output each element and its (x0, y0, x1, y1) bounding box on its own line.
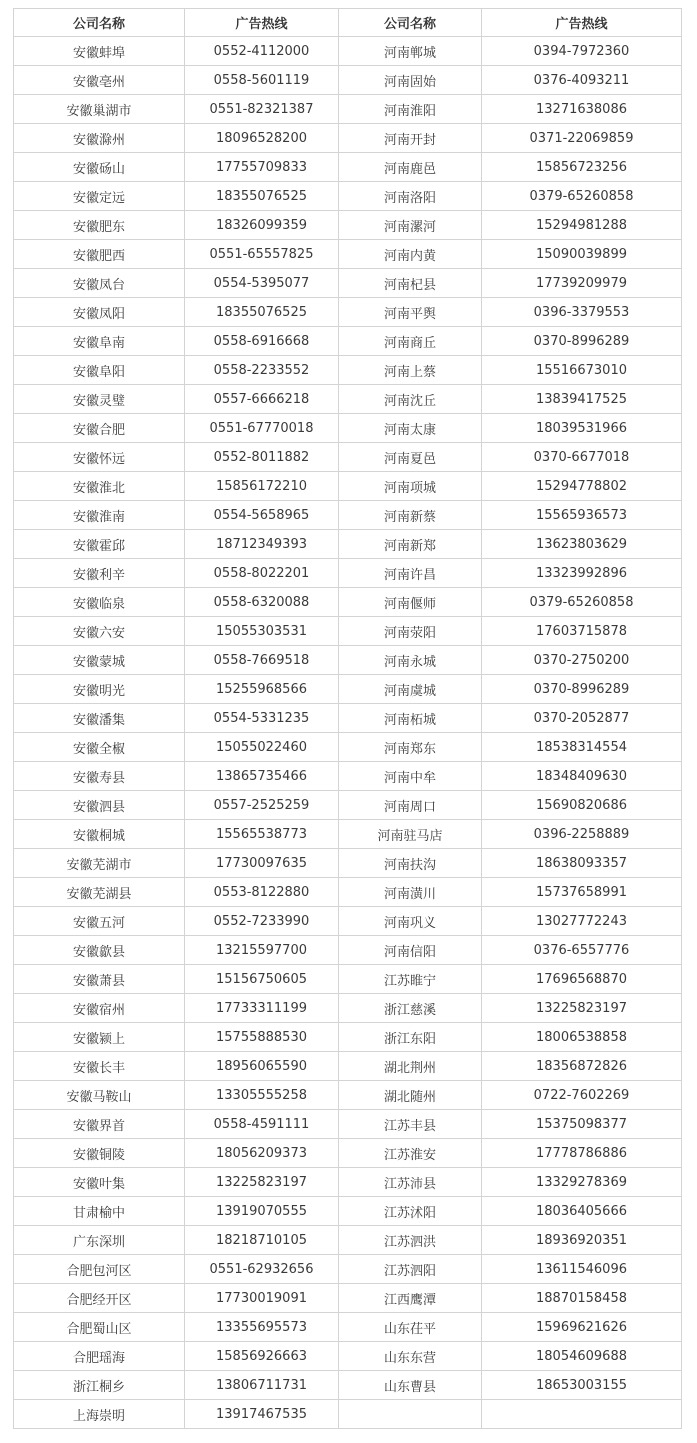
hotline-cell: 18039531966 (482, 414, 682, 443)
hotline-cell: 18054609688 (482, 1342, 682, 1371)
table-row (14, 530, 682, 559)
company-name-cell: 合肥经开区 (14, 1284, 185, 1313)
hotline-cell: 13623803629 (482, 530, 682, 559)
company-name-cell: 河南淮阳 (339, 95, 482, 124)
hotline-cell: 0376-6557776 (482, 936, 682, 965)
table-row (14, 211, 682, 240)
hotline-cell: 0558-8022201 (185, 559, 339, 588)
hotline-cell: 0552-4112000 (185, 37, 339, 66)
table-row (14, 443, 682, 472)
company-name-cell: 上海崇明 (14, 1400, 185, 1429)
table-row (14, 182, 682, 211)
company-name-cell: 山东曹县 (339, 1371, 482, 1400)
hotline-cell: 0552-8011882 (185, 443, 339, 472)
company-name-cell: 安徽霍邱 (14, 530, 185, 559)
company-name-cell: 安徽凤阳 (14, 298, 185, 327)
company-name-cell: 河南巩义 (339, 907, 482, 936)
hotline-cell: 15294778802 (482, 472, 682, 501)
company-name-cell: 河南杞县 (339, 269, 482, 298)
table-row (14, 617, 682, 646)
hotline-cell: 15375098377 (482, 1110, 682, 1139)
table-row (14, 240, 682, 269)
company-name-cell: 河南平舆 (339, 298, 482, 327)
hotline-cell: 0558-6320088 (185, 588, 339, 617)
hotline-cell: 17730097635 (185, 849, 339, 878)
hotline-cell: 0396-2258889 (482, 820, 682, 849)
company-name-cell: 安徽芜湖市 (14, 849, 185, 878)
table-row (14, 907, 682, 936)
table-row (14, 1255, 682, 1284)
company-name-cell: 安徽利辛 (14, 559, 185, 588)
table-row (14, 1168, 682, 1197)
company-name-cell: 河南漯河 (339, 211, 482, 240)
company-name-cell: 河南新郑 (339, 530, 482, 559)
hotline-cell: 13839417525 (482, 385, 682, 414)
company-name-cell: 甘肃榆中 (14, 1197, 185, 1226)
table-row (14, 1226, 682, 1255)
hotline-cell: 0394-7972360 (482, 37, 682, 66)
company-name-cell: 河南太康 (339, 414, 482, 443)
company-name-cell: 河南信阳 (339, 936, 482, 965)
company-name-cell: 河南驻马店 (339, 820, 482, 849)
company-name-cell: 安徽宿州 (14, 994, 185, 1023)
header-ad-hotline: 广告热线 (185, 9, 339, 37)
hotline-cell: 15690820686 (482, 791, 682, 820)
header-ad-hotline: 广告热线 (482, 9, 682, 37)
table-row (14, 269, 682, 298)
company-name-cell: 山东茌平 (339, 1313, 482, 1342)
company-name-cell: 安徽阜阳 (14, 356, 185, 385)
company-name-cell: 浙江桐乡 (14, 1371, 185, 1400)
company-name-cell: 河南中牟 (339, 762, 482, 791)
hotline-cell: 15294981288 (482, 211, 682, 240)
table-row (14, 1081, 682, 1110)
hotline-cell: 0558-6916668 (185, 327, 339, 356)
company-name-cell: 河南郑东 (339, 733, 482, 762)
company-name-cell: 安徽铜陵 (14, 1139, 185, 1168)
company-name-cell: 江西鹰潭 (339, 1284, 482, 1313)
hotline-cell: 15737658991 (482, 878, 682, 907)
hotline-cell: 15969621626 (482, 1313, 682, 1342)
header-row (14, 9, 682, 37)
hotline-cell: 13323992896 (482, 559, 682, 588)
table-row (14, 1284, 682, 1313)
hotline-cell: 0558-5601119 (185, 66, 339, 95)
table-body (14, 37, 682, 1429)
company-name-cell: 安徽淮南 (14, 501, 185, 530)
company-name-cell: 安徽凤台 (14, 269, 185, 298)
company-name-cell: 安徽巢湖市 (14, 95, 185, 124)
hotline-cell: 0552-7233990 (185, 907, 339, 936)
company-name-cell: 浙江慈溪 (339, 994, 482, 1023)
hotline-cell: 18006538858 (482, 1023, 682, 1052)
company-name-cell: 江苏泗洪 (339, 1226, 482, 1255)
hotline-cell: 13329278369 (482, 1168, 682, 1197)
hotline-cell: 0722-7602269 (482, 1081, 682, 1110)
company-name-cell: 安徽砀山 (14, 153, 185, 182)
hotline-cell: 17696568870 (482, 965, 682, 994)
company-name-cell: 安徽临泉 (14, 588, 185, 617)
company-name-cell: 安徽芜湖县 (14, 878, 185, 907)
hotline-cell: 17755709833 (185, 153, 339, 182)
hotline-cell: 0370-6677018 (482, 443, 682, 472)
hotline-cell: 0553-8122880 (185, 878, 339, 907)
hotline-cell: 18218710105 (185, 1226, 339, 1255)
company-name-cell: 安徽界首 (14, 1110, 185, 1139)
hotline-cell: 18538314554 (482, 733, 682, 762)
table-row (14, 1110, 682, 1139)
table-row (14, 965, 682, 994)
hotline-cell: 17603715878 (482, 617, 682, 646)
table-row (14, 820, 682, 849)
company-name-cell: 江苏泗阳 (339, 1255, 482, 1284)
table-row (14, 878, 682, 907)
hotline-cell: 17733311199 (185, 994, 339, 1023)
table-row (14, 1023, 682, 1052)
hotline-cell: 0554-5331235 (185, 704, 339, 733)
company-name-cell: 合肥包河区 (14, 1255, 185, 1284)
company-name-cell: 河南周口 (339, 791, 482, 820)
hotline-cell: 0376-4093211 (482, 66, 682, 95)
company-name-cell: 河南柘城 (339, 704, 482, 733)
hotline-cell: 18348409630 (482, 762, 682, 791)
company-name-cell: 安徽肥东 (14, 211, 185, 240)
table-row (14, 124, 682, 153)
company-name-cell: 河南项城 (339, 472, 482, 501)
company-name-cell: 合肥瑶海 (14, 1342, 185, 1371)
hotline-cell: 15156750605 (185, 965, 339, 994)
hotline-cell: 13355695573 (185, 1313, 339, 1342)
company-name-cell: 河南内黄 (339, 240, 482, 269)
company-name-cell: 安徽全椒 (14, 733, 185, 762)
hotline-cell: 18096528200 (185, 124, 339, 153)
company-name-cell: 安徽马鞍山 (14, 1081, 185, 1110)
table-row (14, 95, 682, 124)
table-row (14, 1052, 682, 1081)
hotline-cell: 15856172210 (185, 472, 339, 501)
company-name-cell: 河南扶沟 (339, 849, 482, 878)
company-name-cell: 河南开封 (339, 124, 482, 153)
table-row (14, 762, 682, 791)
hotline-cell: 0557-6666218 (185, 385, 339, 414)
company-name-cell: 安徽怀远 (14, 443, 185, 472)
company-name-cell: 河南永城 (339, 646, 482, 675)
hotline-cell: 17739209979 (482, 269, 682, 298)
hotline-cell: 0379-65260858 (482, 182, 682, 211)
hotline-cell: 0558-4591111 (185, 1110, 339, 1139)
table-row (14, 559, 682, 588)
table-row (14, 385, 682, 414)
company-name-cell: 安徽颍上 (14, 1023, 185, 1052)
hotline-cell: 15856723256 (482, 153, 682, 182)
hotline-cell: 13271638086 (482, 95, 682, 124)
table-row (14, 414, 682, 443)
hotline-cell: 18056209373 (185, 1139, 339, 1168)
hotline-cell: 18870158458 (482, 1284, 682, 1313)
hotline-cell: 13305555258 (185, 1081, 339, 1110)
hotline-cell (482, 1400, 682, 1429)
table-row (14, 1342, 682, 1371)
company-name-cell: 安徽肥西 (14, 240, 185, 269)
hotline-cell: 15055303531 (185, 617, 339, 646)
company-name-cell: 浙江东阳 (339, 1023, 482, 1052)
table-row (14, 298, 682, 327)
company-name-cell: 合肥蜀山区 (14, 1313, 185, 1342)
hotline-cell: 15255968566 (185, 675, 339, 704)
table-row (14, 356, 682, 385)
hotline-cell: 13215597700 (185, 936, 339, 965)
hotline-cell: 0379-65260858 (482, 588, 682, 617)
hotline-cell: 18936920351 (482, 1226, 682, 1255)
company-name-cell: 安徽寿县 (14, 762, 185, 791)
hotline-cell: 18326099359 (185, 211, 339, 240)
table-row (14, 1139, 682, 1168)
company-name-cell: 河南固始 (339, 66, 482, 95)
hotline-cell: 15565936573 (482, 501, 682, 530)
table-row (14, 588, 682, 617)
hotline-cell: 0551-62932656 (185, 1255, 339, 1284)
company-name-cell: 安徽蒙城 (14, 646, 185, 675)
hotline-cell: 0370-2750200 (482, 646, 682, 675)
hotline-cell: 17730019091 (185, 1284, 339, 1313)
company-name-cell: 安徽萧县 (14, 965, 185, 994)
company-name-cell: 安徽五河 (14, 907, 185, 936)
hotline-cell: 0551-82321387 (185, 95, 339, 124)
company-name-cell: 江苏丰县 (339, 1110, 482, 1139)
company-name-cell: 安徽桐城 (14, 820, 185, 849)
company-name-cell: 安徽淮北 (14, 472, 185, 501)
table-row (14, 994, 682, 1023)
company-name-cell (339, 1400, 482, 1429)
hotline-cell: 15856926663 (185, 1342, 339, 1371)
hotline-cell: 13225823197 (482, 994, 682, 1023)
company-name-cell: 安徽明光 (14, 675, 185, 704)
hotline-cell: 18355076525 (185, 182, 339, 211)
company-name-cell: 江苏沛县 (339, 1168, 482, 1197)
company-name-cell: 河南商丘 (339, 327, 482, 356)
hotline-cell: 0371-22069859 (482, 124, 682, 153)
company-name-cell: 安徽阜南 (14, 327, 185, 356)
company-name-cell: 安徽滁州 (14, 124, 185, 153)
company-name-cell: 河南洛阳 (339, 182, 482, 211)
hotline-cell: 18638093357 (482, 849, 682, 878)
company-name-cell: 安徽泗县 (14, 791, 185, 820)
hotline-cell: 18036405666 (482, 1197, 682, 1226)
hotline-cell: 13027772243 (482, 907, 682, 936)
company-name-cell: 河南夏邑 (339, 443, 482, 472)
hotline-cell: 0370-2052877 (482, 704, 682, 733)
table-row (14, 37, 682, 66)
hotline-cell: 15055022460 (185, 733, 339, 762)
company-name-cell: 安徽潘集 (14, 704, 185, 733)
table-row (14, 675, 682, 704)
hotline-cell: 0554-5395077 (185, 269, 339, 298)
table-row (14, 153, 682, 182)
hotline-cell: 0558-7669518 (185, 646, 339, 675)
hotline-cell: 15755888530 (185, 1023, 339, 1052)
company-name-cell: 安徽灵璧 (14, 385, 185, 414)
company-name-cell: 广东深圳 (14, 1226, 185, 1255)
hotline-cell: 0396-3379553 (482, 298, 682, 327)
table-row (14, 1400, 682, 1429)
hotline-cell: 15516673010 (482, 356, 682, 385)
company-name-cell: 安徽叶集 (14, 1168, 185, 1197)
company-name-cell: 安徽六安 (14, 617, 185, 646)
hotline-cell: 13806711731 (185, 1371, 339, 1400)
hotline-cell: 15090039899 (482, 240, 682, 269)
hotline-cell: 0370-8996289 (482, 675, 682, 704)
table-row (14, 501, 682, 530)
ad-hotline-table (13, 8, 682, 1429)
hotline-cell: 13917467535 (185, 1400, 339, 1429)
company-name-cell: 河南偃师 (339, 588, 482, 617)
company-name-cell: 河南许昌 (339, 559, 482, 588)
hotline-cell: 0551-67770018 (185, 414, 339, 443)
table-row (14, 791, 682, 820)
company-name-cell: 河南沈丘 (339, 385, 482, 414)
hotline-cell: 13225823197 (185, 1168, 339, 1197)
header-company-name: 公司名称 (339, 9, 482, 37)
table-row (14, 704, 682, 733)
table-row (14, 1371, 682, 1400)
hotline-cell: 0554-5658965 (185, 501, 339, 530)
company-name-cell: 安徽蚌埠 (14, 37, 185, 66)
hotline-cell: 0558-2233552 (185, 356, 339, 385)
company-name-cell: 江苏淮安 (339, 1139, 482, 1168)
table-row (14, 472, 682, 501)
hotline-cell: 0370-8996289 (482, 327, 682, 356)
company-name-cell: 河南上蔡 (339, 356, 482, 385)
hotline-cell: 0557-2525259 (185, 791, 339, 820)
hotline-cell: 0551-65557825 (185, 240, 339, 269)
hotline-cell: 13611546096 (482, 1255, 682, 1284)
header-company-name: 公司名称 (14, 9, 185, 37)
company-name-cell: 湖北荆州 (339, 1052, 482, 1081)
company-name-cell: 河南郸城 (339, 37, 482, 66)
company-name-cell: 江苏沭阳 (339, 1197, 482, 1226)
table-row (14, 936, 682, 965)
company-name-cell: 安徽歙县 (14, 936, 185, 965)
hotline-cell: 18712349393 (185, 530, 339, 559)
hotline-cell: 15565538773 (185, 820, 339, 849)
table-row (14, 733, 682, 762)
company-name-cell: 安徽合肥 (14, 414, 185, 443)
table-row (14, 66, 682, 95)
company-name-cell: 安徽长丰 (14, 1052, 185, 1081)
company-name-cell: 安徽亳州 (14, 66, 185, 95)
table-row (14, 1197, 682, 1226)
hotline-cell: 13865735466 (185, 762, 339, 791)
company-name-cell: 江苏睢宁 (339, 965, 482, 994)
company-name-cell: 山东东营 (339, 1342, 482, 1371)
company-name-cell: 湖北随州 (339, 1081, 482, 1110)
company-name-cell: 安徽定远 (14, 182, 185, 211)
hotline-cell: 18653003155 (482, 1371, 682, 1400)
hotline-cell: 18956065590 (185, 1052, 339, 1081)
table-row (14, 849, 682, 878)
hotline-cell: 18356872826 (482, 1052, 682, 1081)
company-name-cell: 河南虞城 (339, 675, 482, 704)
table-row (14, 646, 682, 675)
company-name-cell: 河南荥阳 (339, 617, 482, 646)
company-name-cell: 河南潢川 (339, 878, 482, 907)
hotline-cell: 18355076525 (185, 298, 339, 327)
table-row (14, 327, 682, 356)
hotline-cell: 17778786886 (482, 1139, 682, 1168)
hotline-cell: 13919070555 (185, 1197, 339, 1226)
company-name-cell: 河南新蔡 (339, 501, 482, 530)
table-row (14, 1313, 682, 1342)
company-name-cell: 河南鹿邑 (339, 153, 482, 182)
